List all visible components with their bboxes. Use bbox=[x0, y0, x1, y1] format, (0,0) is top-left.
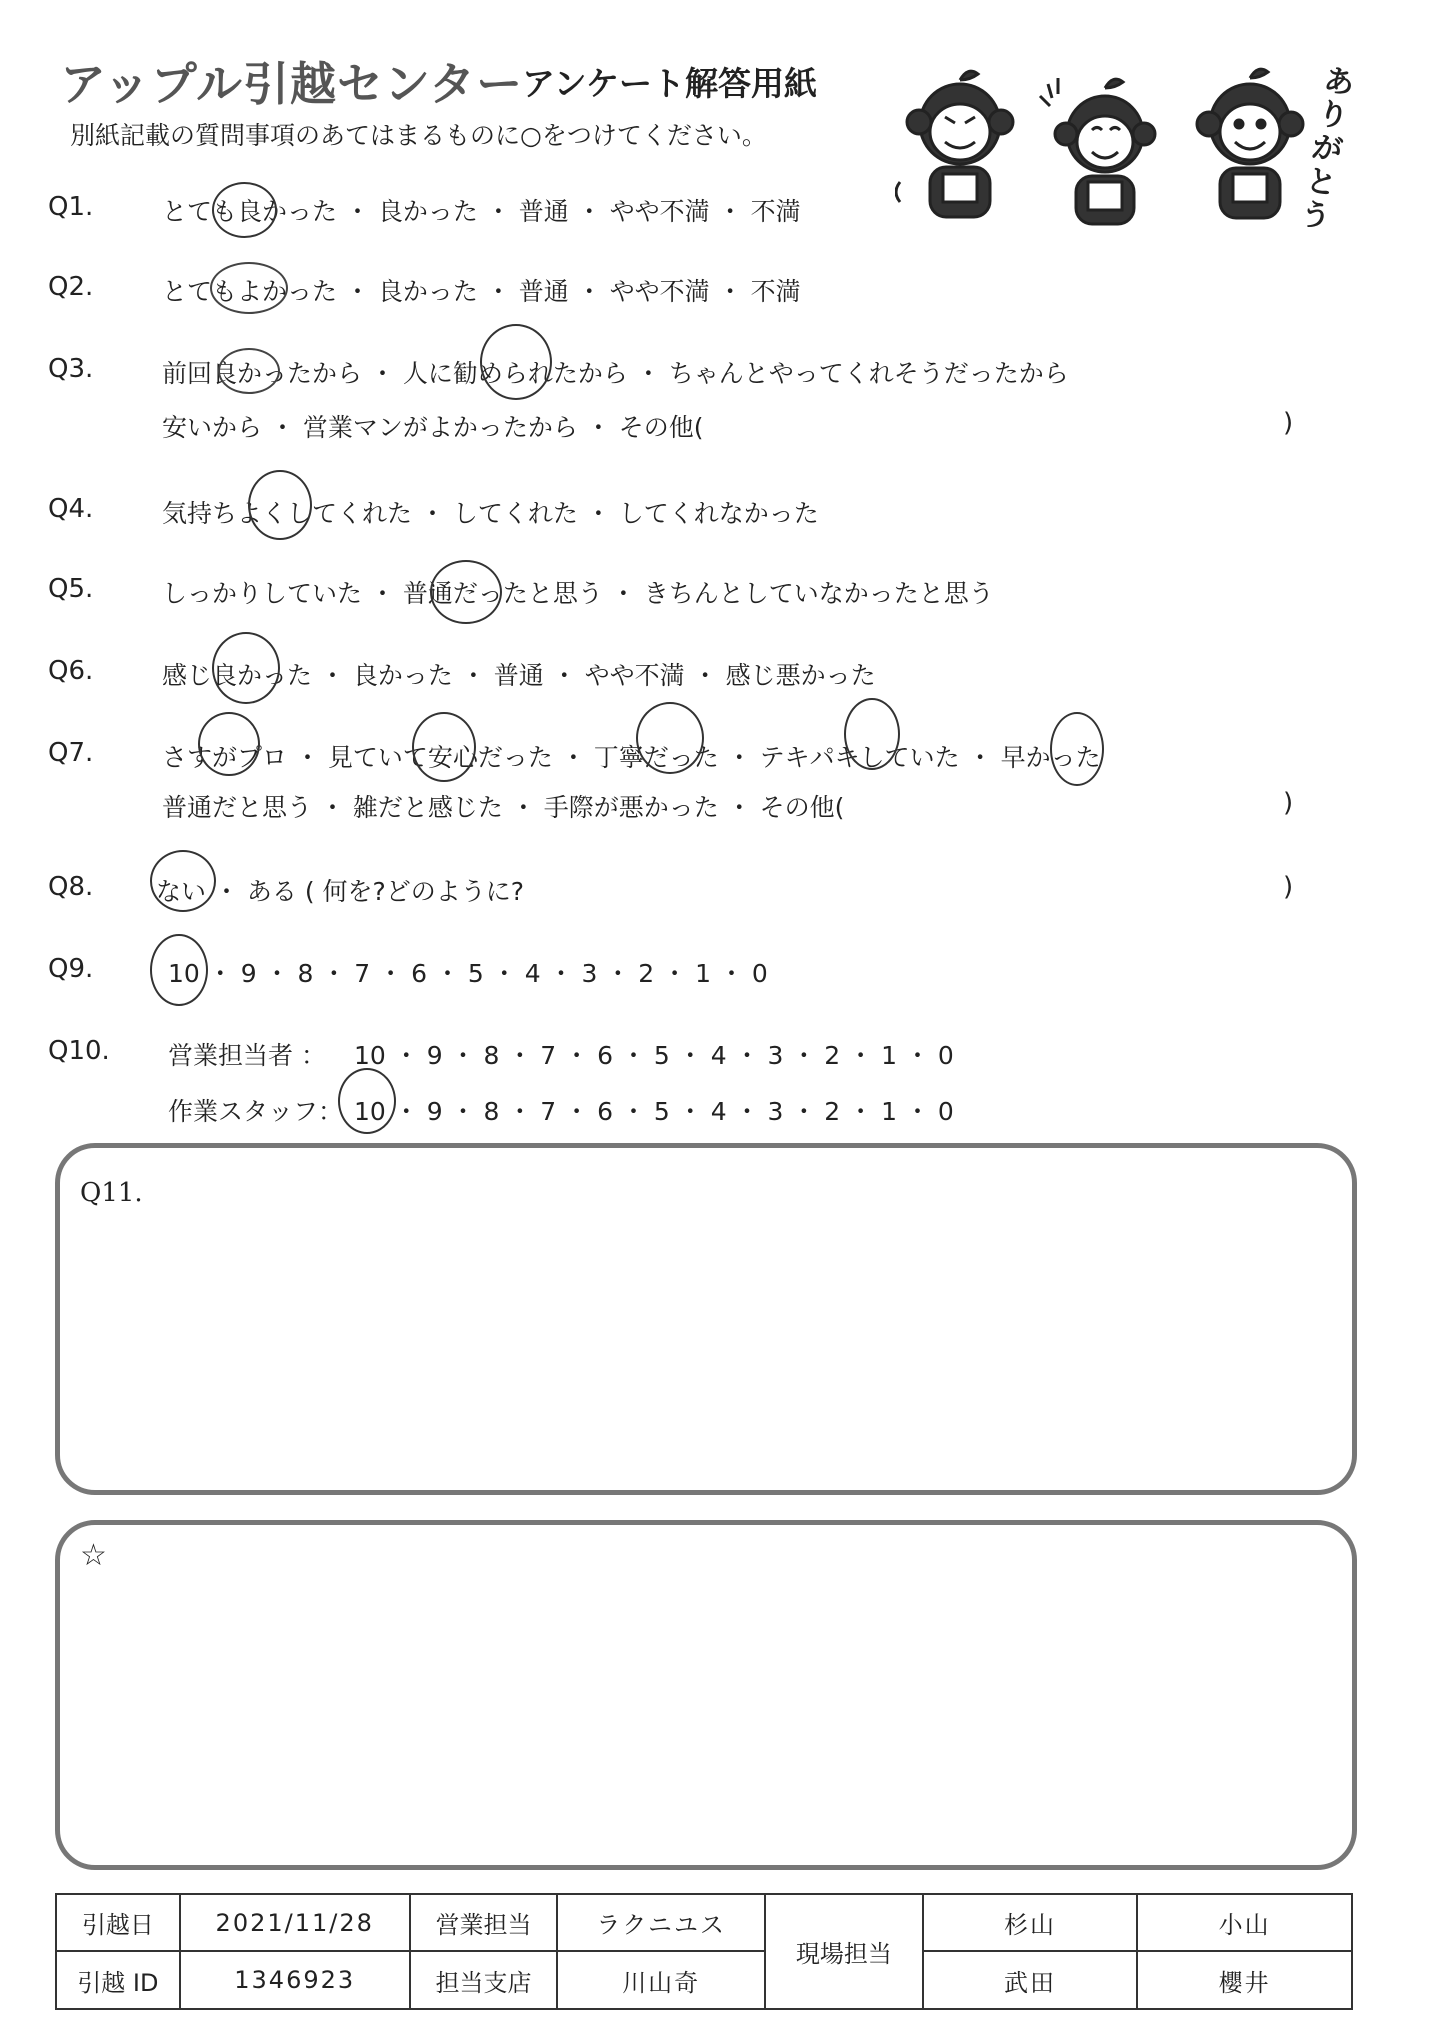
question-options: 感じ良かった ・ 良かった ・ 普通 ・ やや不満 ・ 感じ悪かった bbox=[162, 661, 876, 690]
question-options: 10 ・ 9 ・ 8 ・ 7 ・ 6 ・ 5 ・ 4 ・ 3 ・ 2 ・ 1 ・ 0 bbox=[168, 959, 768, 988]
sales-rep-value: ラクニユス bbox=[557, 1894, 765, 1951]
sales-rep-label: 営業担当 bbox=[410, 1894, 558, 1951]
move-id-value: 1346923 bbox=[180, 1951, 410, 2009]
move-info-table bbox=[55, 1893, 1353, 2010]
instruction-text: 別紙記載の質問事項のあてはまるものに○をつけてください。 bbox=[70, 121, 767, 150]
question-q10 bbox=[0, 1032, 1433, 1076]
answer-circle bbox=[636, 702, 704, 774]
question-label: Q10. bbox=[48, 1036, 110, 1066]
question-options: ない ・ ある ( 何を?どのように? bbox=[156, 877, 525, 906]
close-paren: ) bbox=[1283, 872, 1294, 902]
answer-circle bbox=[338, 1068, 396, 1134]
question-label: Q1. bbox=[48, 192, 94, 222]
site-staff-2: 小山 bbox=[1137, 1894, 1352, 1951]
question-options: さすがプロ ・ 見ていて安心だった ・ 丁寧だった ・ テキパキしていた ・ 早かった bbox=[162, 743, 1101, 772]
move-id-label: 引越 ID bbox=[56, 1951, 180, 2009]
answer-circle bbox=[1050, 712, 1104, 786]
branch-label: 担当支店 bbox=[410, 1951, 558, 2009]
question-label: Q3. bbox=[48, 354, 94, 384]
question-q5 bbox=[0, 570, 1433, 614]
brand-name: アップル引越センター bbox=[60, 57, 524, 111]
question-q3 bbox=[0, 350, 1433, 394]
question-label: Q5. bbox=[48, 574, 94, 604]
question-label: Q2. bbox=[48, 272, 94, 302]
question-label: Q6. bbox=[48, 656, 94, 686]
question-q4 bbox=[0, 490, 1433, 534]
answer-circle bbox=[198, 712, 260, 776]
branch-value: 川山奇 bbox=[557, 1951, 765, 2009]
thanks-text: ありがとう bbox=[1297, 62, 1357, 237]
q11-label: Q11. bbox=[80, 1178, 143, 1208]
site-staff-1: 杉山 bbox=[923, 1894, 1138, 1951]
question-q10-staff bbox=[0, 1088, 1433, 1132]
move-date-value: 2021/11/28 bbox=[180, 1894, 410, 1951]
question-options: 前回良かったから ・ 人に勧められたから ・ ちゃんとやってくれそうだったから bbox=[162, 359, 1069, 388]
star-comment-box bbox=[55, 1520, 1357, 1870]
answer-circle bbox=[212, 632, 280, 704]
star-icon: ☆ bbox=[80, 1538, 107, 1573]
q11-comment-box bbox=[55, 1143, 1357, 1495]
question-label: Q9. bbox=[48, 954, 94, 984]
answer-circle bbox=[150, 850, 216, 912]
question-q9 bbox=[0, 950, 1433, 994]
close-paren: ) bbox=[1283, 788, 1294, 818]
document-title: アンケート解答用紙 bbox=[522, 64, 818, 103]
answer-circle bbox=[248, 470, 312, 540]
question-options: とてもよかった ・ 良かった ・ 普通 ・ やや不満 ・ 不満 bbox=[162, 277, 801, 306]
answer-circle bbox=[412, 712, 476, 782]
site-rep-label: 現場担当 bbox=[765, 1894, 923, 2009]
answer-circle bbox=[210, 262, 288, 314]
question-options-line2: 普通だと思う ・ 雑だと感じた ・ 手際が悪かった ・ その他( bbox=[162, 793, 845, 822]
close-paren: ) bbox=[1283, 408, 1294, 438]
staff-label: 作業スタッフ： bbox=[168, 1097, 344, 1126]
answer-circle bbox=[212, 182, 277, 238]
question-label: Q4. bbox=[48, 494, 94, 524]
answer-circle bbox=[218, 348, 280, 394]
question-options: しっかりしていた ・ 普通だったと思う ・ きちんとしていなかったと思う bbox=[162, 579, 994, 608]
site-staff-3: 武田 bbox=[923, 1951, 1138, 2009]
staff-scale: 10 ・ 9 ・ 8 ・ 7 ・ 6 ・ 5 ・ 4 ・ 3 ・ 2 ・ 1 ・ 0 bbox=[354, 1097, 954, 1126]
site-staff-4: 櫻井 bbox=[1137, 1951, 1352, 2009]
question-options-line2: 安いから ・ 営業マンがよかったから ・ その他( bbox=[162, 413, 704, 442]
sales-rep-scale: 10 ・ 9 ・ 8 ・ 7 ・ 6 ・ 5 ・ 4 ・ 3 ・ 2 ・ 1 ・ 0 bbox=[354, 1041, 954, 1070]
question-label: Q7. bbox=[48, 738, 94, 768]
answer-circle bbox=[150, 934, 208, 1006]
question-options: 気持ちよくしてくれた ・ してくれた ・ してくれなかった bbox=[162, 499, 819, 528]
answer-circle bbox=[480, 324, 552, 400]
question-options: とても良かった ・ 良かった ・ 普通 ・ やや不満 ・ 不満 bbox=[162, 197, 801, 226]
move-date-label: 引越日 bbox=[56, 1894, 180, 1951]
question-label: Q8. bbox=[48, 872, 94, 902]
sales-rep-label: 営業担当者 ： bbox=[168, 1041, 326, 1070]
answer-circle bbox=[844, 698, 900, 770]
answer-circle bbox=[430, 560, 502, 624]
